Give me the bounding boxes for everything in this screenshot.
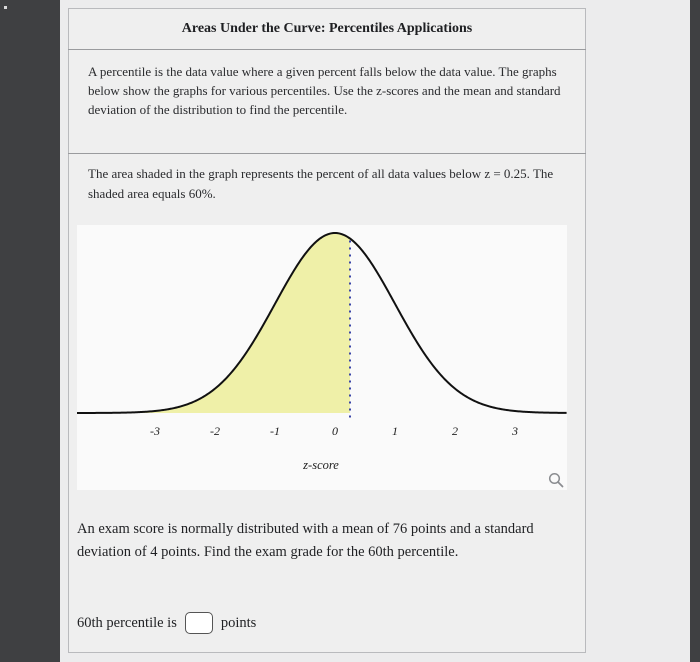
answer-suffix: points — [220, 614, 257, 631]
x-tick-label: 1 — [392, 424, 398, 438]
x-tick-label: -2 — [210, 424, 220, 438]
x-tick-label: -1 — [270, 424, 280, 438]
magnifier-icon[interactable] — [548, 472, 564, 488]
normal-curve-chart — [77, 225, 567, 490]
answer-input[interactable] — [185, 612, 213, 634]
answer-row — [77, 610, 256, 636]
x-axis-label: z-score — [303, 458, 339, 472]
chart-svg — [77, 225, 567, 490]
graph-description: The area shaded in the graph represents the percent of all data values below z = 0.25. The shaded area equals 60%. — [88, 166, 554, 201]
section-divider — [68, 153, 586, 154]
decorative-dot — [4, 6, 7, 9]
x-tick-label: 0 — [332, 424, 338, 438]
shaded-area — [95, 233, 350, 413]
x-tick-label: -3 — [150, 424, 160, 438]
x-tick-label: 2 — [452, 424, 458, 438]
answer-prefix: 60th percentile is — [77, 614, 177, 631]
page-title: Areas Under the Curve: Percentiles Applications — [68, 8, 586, 50]
intro-text: A percentile is the data value where a given percent falls below the data value. The graphs below show the graphs for various percentiles. Use the z-scores and the mean and standard deviation of the distribution to find the percentile. — [88, 64, 561, 117]
question-text: An exam score is normally distributed with a mean of 76 points and a standard deviation of 4 points. Find the exam grade for the 60th percentile. — [77, 521, 534, 560]
x-tick-label: 3 — [512, 424, 518, 438]
